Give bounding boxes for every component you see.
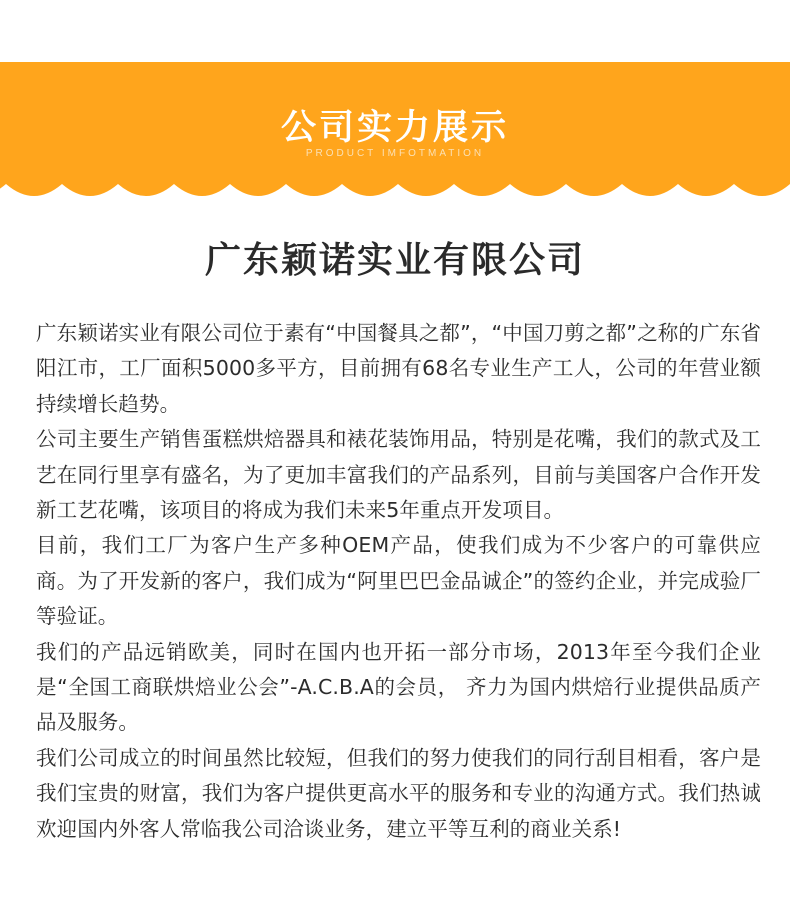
- company-intro: [36, 316, 761, 847]
- header-banner: [0, 62, 790, 198]
- section-subtitle: PRODUCT IMFOTMATION: [305, 148, 485, 159]
- intro-paragraph-3: 目前，我们工厂为客户生产多种OEM产品，使我们成为不少客户的可靠供应商。为了开发新的客户，我们成为“阿里巴巴金品诚企”的签约企业，并完成验厂等验证。: [36, 533, 761, 629]
- intro-paragraph-4: 我们的产品远销欧美，同时在国内也开拓一部分市场，2013年至今我们企业是“全国工商联烘焙业公会”-A.C.B.A的会员， 齐力为国内烘焙行业提供品质产品及服务。: [36, 639, 761, 735]
- company-name: 广东颖诺实业有限公司: [204, 239, 585, 281]
- intro-paragraph-2: 公司主要生产销售蛋糕烘焙器具和裱花装饰用品，特别是花嘴，我们的款式及工艺在同行里享有盛名，为了更加丰富我们的产品系列，目前与美国客户合作开发新工艺花嘴，该项目的将成为我们未来5年重点开发项目。: [36, 427, 761, 523]
- intro-paragraph-5: 我们公司成立的时间虽然比较短，但我们的努力使我们的同行刮目相看，客户是我们宝贵的财富，我们为客户提供更高水平的服务和专业的沟通方式。我们热诚欢迎国内外客人常临我公司洽谈业务，建立平等互利的商业关系!: [36, 745, 761, 841]
- intro-paragraph-1: 广东颖诺实业有限公司位于素有“中国餐具之都”，“中国刀剪之都”之称的广东省阳江市，工厂面积5000多平方，目前拥有68名专业生产工人，公司的年营业额持续增长趋势。: [36, 321, 761, 416]
- section-title: 公司实力展示: [280, 108, 509, 148]
